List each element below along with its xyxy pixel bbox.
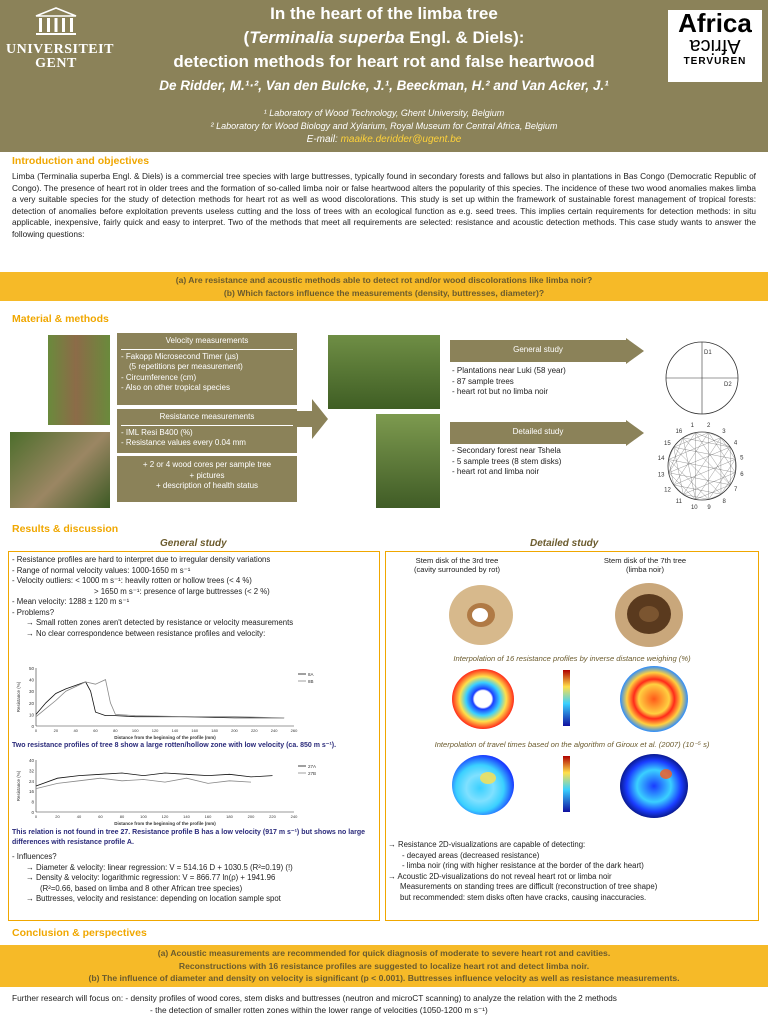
acoustic-colorbar <box>562 756 572 812</box>
research-questions-band <box>0 272 768 301</box>
fieldwork-photo <box>10 432 110 508</box>
results-heading: Results & discussion <box>12 523 119 535</box>
x-tick-label: 40 <box>73 728 78 733</box>
finding-item: > 1650 m s⁻¹: presence of large buttresses (< 2 %) <box>94 586 270 596</box>
resistance-map-tree-3 <box>450 666 516 732</box>
series-line-8B <box>36 680 284 718</box>
x-tick-label: 120 <box>151 728 159 733</box>
x-tick-label: 80 <box>113 728 118 733</box>
x-axis-label: Distance from the beginning of the profile (mm) <box>114 735 216 740</box>
detailed-study-label: Detailed study <box>512 427 564 436</box>
africa-museum-logo <box>668 10 762 82</box>
question-a: (a) Are resistance and acoustic methods able to detect rot and/or wood discolorations like limba noir? <box>175 275 593 285</box>
detailed-finding: - decayed areas (decreased resistance) <box>402 850 540 860</box>
y-tick-label: 40 <box>28 677 34 683</box>
point-label: 13 <box>657 472 665 479</box>
velocity-item: - Fakopp Microsecond Timer (µs) <box>121 351 239 361</box>
resistance-chart-tree-8 <box>14 664 334 740</box>
methods-heading: Material & methods <box>12 313 109 325</box>
disk3-caption-line2: (cavity surrounded by rot) <box>413 565 501 574</box>
x-tick-label: 60 <box>98 814 103 819</box>
velocity-item: - Circumference (cm) <box>121 372 197 382</box>
point-label: 8 <box>722 498 726 505</box>
methods-arrow <box>296 395 330 445</box>
legend-label: 8A <box>308 672 314 677</box>
interpolation-acoustic-caption: Interpolation of travel times based on the algorithm of Giroux et al. (2007) (10⁻⁵ s) <box>434 740 710 749</box>
x-tick-label: 220 <box>250 728 258 733</box>
y-tick-label: 40 <box>28 758 34 763</box>
email-line: E-mail: maaike.deridder@ugent.be <box>306 134 462 145</box>
point-label: 5 <box>740 455 744 462</box>
influence-item: → Diameter & velocity: linear regression: V = 514.16 D + 1030.5 (R²=0.19) (!) <box>26 862 293 872</box>
general-findings <box>12 555 378 639</box>
y-axis-label: Resistance (%) <box>16 681 21 713</box>
detailed-finding: - limba noir (ring with higher resistance at the border of the dark heart) <box>402 861 644 870</box>
conclusion-a: (a) Acoustic measurements are recommended for quick diagnosis of moderate to severe heart rot and cavities. <box>157 948 611 958</box>
further-line1: Further research will focus on: - density profiles of wood cores, stem disks and buttresses (neutron and microCT scanning) to analyze the relation with the 2 methods <box>12 993 617 1003</box>
point-label: 1 <box>690 422 694 429</box>
x-tick-label: 160 <box>191 728 199 733</box>
ghent-university-logo <box>6 6 114 78</box>
general-item: - heart rot but no limba noir <box>452 387 549 396</box>
university-building-icon <box>34 6 78 38</box>
x-tick-label: 200 <box>247 814 255 819</box>
x-tick-label: 0 <box>34 728 38 733</box>
disk3-caption-line1: Stem disk of the 3rd tree <box>415 556 499 565</box>
series-line-8A <box>36 682 284 718</box>
x-tick-label: 220 <box>269 814 276 819</box>
d2-label: D2 <box>724 382 732 388</box>
x-tick-label: 100 <box>131 728 139 733</box>
poster-header <box>0 0 768 152</box>
general-item: - 87 sample trees <box>452 376 514 386</box>
authors: De Ridder, M.¹·², Van den Bulcke, J.¹, Beeckman, H.² and Van Acker, J.¹ <box>159 78 609 93</box>
general-item: - Plantations near Luki (58 year) <box>452 366 566 375</box>
influence-item: → Density & velocity: logarithmic regression: V = 866.77 ln(ρ) + 1941.96 <box>26 873 276 882</box>
finding-item: - Resistance profiles are hard to interpret due to irregular density variations <box>12 555 271 564</box>
disk7-caption <box>580 556 710 574</box>
x-tick-label: 40 <box>76 814 82 819</box>
conclusion-heading: Conclusion & perspectives <box>12 927 147 939</box>
detailed-study-title: Detailed study <box>530 538 599 549</box>
y-tick-label: 50 <box>28 666 34 671</box>
finding-item: - Range of normal velocity values: 1000-1650 m s⁻¹ <box>12 565 191 575</box>
finding-item: → Small rotten zones aren't detected by resistance or velocity measurements <box>26 618 294 627</box>
conclusion-band <box>0 945 768 987</box>
point-label: 12 <box>664 487 671 494</box>
further-line2: - the detection of smaller rotten zones within the lower range of velocities (1050-1200 m s⁻¹) <box>150 1004 488 1015</box>
legend-label: 27A <box>308 764 317 769</box>
point-label: 4 <box>733 440 738 447</box>
point-label: 14 <box>657 455 665 462</box>
plantation-photo <box>328 335 440 409</box>
stem-disk-tree-3 <box>446 582 516 648</box>
resistance-colorbar <box>562 670 572 726</box>
detailed-finding: → Acoustic 2D-visualizations do not reveal heart rot or limba noir <box>388 871 612 881</box>
velocity-item: (5 repetitions per measurement) <box>129 362 243 371</box>
x-tick-label: 80 <box>119 814 125 819</box>
point-label: 3 <box>722 428 726 435</box>
further-research <box>12 993 756 1016</box>
y-tick-label: 24 <box>28 778 34 784</box>
point-label: 16 <box>675 429 683 436</box>
d1-label: D1 <box>704 350 712 356</box>
secondary-forest-photo <box>376 414 440 508</box>
question-b: (b) Which factors influence the measurements (density, buttresses, diameter)? <box>223 287 545 298</box>
affiliation-2: ² Laboratory for Wood Biology and Xylarium, Royal Museum for Central Africa, Belgium <box>210 121 558 131</box>
point-label: 7 <box>734 487 738 494</box>
resistance-map-tree-7 <box>618 664 690 734</box>
poster-title-line1: In the heart of the limba tree <box>270 4 498 23</box>
extra-item: + description of health status <box>155 481 259 490</box>
email-link[interactable]: maaike.deridder@ugent.be <box>340 134 462 145</box>
legend-label: 8B <box>308 679 314 684</box>
general-study-list <box>452 366 642 398</box>
detailed-item: - 5 sample trees (8 stem disks) <box>452 456 562 466</box>
affiliation-1: ¹ Laboratory of Wood Technology, Ghent University, Belgium <box>263 108 505 118</box>
chart1-caption: Two resistance profiles of tree 8 show a large rotten/hollow zone with low velocity (ca. 850 m s⁻¹). <box>12 742 337 749</box>
point-label: 15 <box>663 440 671 447</box>
extra-item: + pictures <box>189 470 225 480</box>
y-tick-label: 30 <box>28 689 34 695</box>
logo-text-line1: UNIVERSITEIT <box>6 42 114 57</box>
poster-title-line3: detection methods for heart rot and false heartwood <box>173 52 595 71</box>
x-axis-label: Distance from the beginning of the profile (mm) <box>114 821 216 826</box>
y-tick-label: 20 <box>28 700 34 706</box>
africa-logo-mirror: Africa <box>689 35 741 57</box>
influence-item: - Influences? <box>12 852 57 861</box>
finding-item: - Velocity outliers: < 1000 m s⁻¹: heavily rotten or hollow trees (< 4 %) <box>12 576 252 585</box>
y-tick-label: 10 <box>28 712 34 718</box>
detailed-finding: Measurements on standing trees are difficult (reconstruction of tree shape) <box>400 882 658 891</box>
x-tick-label: 20 <box>55 814 60 819</box>
finding-item: → No clear correspondence between resistance profiles and velocity: <box>26 628 266 638</box>
tervuren-label: TERVUREN <box>683 56 747 67</box>
resistance-title: Resistance measurements <box>159 412 255 421</box>
resistance-box <box>117 409 297 453</box>
detailed-finding: → Resistance 2D-visualizations are capable of detecting: <box>388 840 586 849</box>
two-diameter-diagram <box>662 340 746 416</box>
x-tick-label: 180 <box>226 814 233 819</box>
influences-list <box>12 852 378 905</box>
y-tick-label: 16 <box>28 789 34 795</box>
general-study-label: General study <box>513 345 563 354</box>
stem-disk-tree-7 <box>612 580 686 650</box>
tree-trunk-photo <box>48 335 110 425</box>
resistance-chart-tree-27 <box>14 756 334 826</box>
intro-heading: Introduction and objectives <box>12 155 150 167</box>
disk7-caption-line1: Stem disk of the 7th tree <box>603 556 687 565</box>
x-tick-label: 140 <box>171 728 179 733</box>
y-tick-label: 32 <box>28 768 34 774</box>
x-tick-label: 240 <box>270 728 278 733</box>
legend-label: 27B <box>308 771 317 776</box>
resistance-item: - Resistance values every 0.04 mm <box>121 438 246 447</box>
x-tick-label: 240 <box>290 814 298 819</box>
x-tick-label: 160 <box>204 814 212 819</box>
extra-box <box>117 456 297 502</box>
general-study-title: General study <box>160 538 227 549</box>
x-tick-label: 20 <box>53 728 59 733</box>
detailed-findings <box>388 840 756 903</box>
point-label: 6 <box>740 472 744 479</box>
series-line-27B <box>36 778 251 788</box>
point-label: 9 <box>707 505 711 512</box>
series-line-27A <box>36 773 273 786</box>
acoustic-map-tree-7 <box>618 752 690 820</box>
velocity-box <box>117 333 297 405</box>
influence-item: (R²=0.66, based on limba and 8 other African tree species) <box>40 883 243 893</box>
finding-item: - Mean velocity: 1288 ± 120 m s⁻¹ <box>12 597 130 606</box>
detailed-study-list <box>452 446 642 478</box>
poster-title-line2: (Terminalia superba Engl. & Diels): <box>243 28 525 47</box>
velocity-title: Velocity measurements <box>165 336 249 345</box>
point-label: 11 <box>675 499 683 506</box>
y-axis-label: Resistance (%) <box>16 770 21 802</box>
x-tick-label: 60 <box>93 728 98 733</box>
logo-text-line2: GENT <box>35 56 77 71</box>
chart2-caption: This relation is not found in tree 27. Resistance profile B has a low velocity (917 m s⁻¹) but shows no large differences with resistance profile A. <box>12 829 365 846</box>
influence-item: → Buttresses, velocity and resistance: depending on location sample spot <box>26 894 281 903</box>
point-label: 2 <box>707 422 711 429</box>
x-tick-label: 180 <box>211 728 218 733</box>
detailed-finding: but recommended: stem disks often have cracks, causing inaccuracies. <box>400 892 647 902</box>
x-tick-label: 0 <box>34 814 38 819</box>
sixteen-point-diagram <box>652 420 752 512</box>
resistance-item: - IML Resi B400 (%) <box>121 427 193 437</box>
conclusion-a2: Reconstructions with 16 resistance profiles are suggested to localize heart rot and detect limba noir. <box>178 960 590 971</box>
detailed-item: - heart rot and limba noir <box>452 467 540 476</box>
x-tick-label: 140 <box>183 814 190 819</box>
y-tick-label: 8 <box>31 799 34 805</box>
conclusion-b: (b) The influence of diameter and density on velocity is significant (p < 0.001). Buttresses influence velocity as well as resistance measurements. <box>88 973 680 983</box>
acoustic-map-tree-3 <box>450 752 516 818</box>
y-tick-label: 0 <box>31 724 34 729</box>
y-tick-label: 0 <box>31 810 34 815</box>
disk3-caption <box>392 556 522 574</box>
disk7-caption-line2: (limba noir) <box>626 565 664 574</box>
velocity-item: - Also on other tropical species <box>121 383 230 392</box>
x-tick-label: 260 <box>290 728 298 733</box>
africa-logo-word: Africa <box>678 8 752 38</box>
x-tick-label: 200 <box>231 728 238 733</box>
extra-item: + 2 or 4 wood cores per sample tree <box>142 460 272 469</box>
interpolation-resistance-caption: Interpolation of 16 resistance profiles by inverse distance weighing (%) <box>453 654 691 663</box>
x-tick-label: 120 <box>161 814 169 819</box>
x-tick-label: 100 <box>140 814 147 819</box>
finding-item: - Problems? <box>12 607 55 617</box>
point-label: 10 <box>690 505 698 512</box>
intro-paragraph: Limba (Terminalia superba Engl. & Diels) is a commercial tree species with large buttresses, typically found in secondary forests and fallows but also in plantations in Bas Congo (Democratic Republic of Congo). The presence of heart rot in older trees and the formation of so-called limba noir or false heartwood alters the popularity of this species. The incidence of these two wood anomalies makes limba a very suitable species for the study of detection methods for heart rot as well as wood discolorations. This study is set up within the framework of sustainable forest management of tropical forests: detection of anomalies before exploitation prevents useless cutting and the loss of trees with an ecological function as e.g. seed trees. This implies certain requirements for detection methods: in situ applicable, inexpensive, fairly quick and easy to interpret. Two of the methods that meet all requirements are selected: resistance and acoustic detection methods. This case study wants to answer the following questions: <box>12 171 756 239</box>
detailed-item: - Secondary forest near Tshela <box>452 446 561 455</box>
